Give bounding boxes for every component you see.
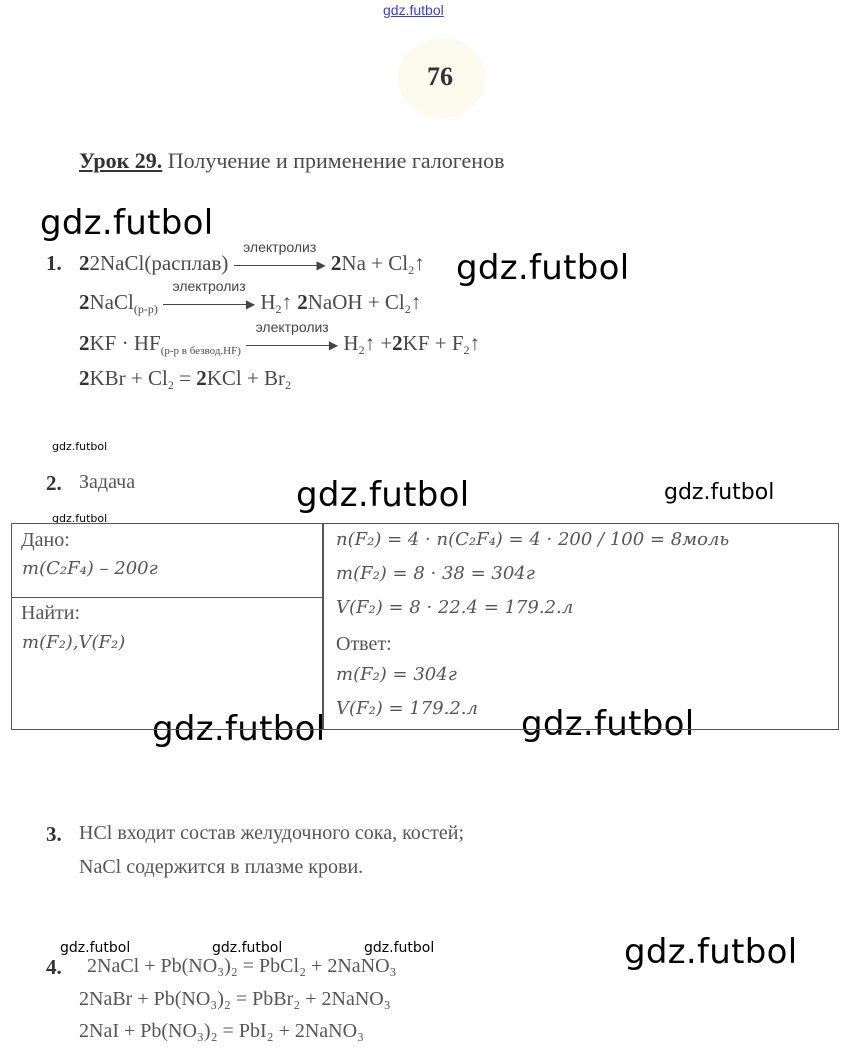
lesson-heading [79,148,504,174]
watermark-small: gdz.futbol [212,940,283,956]
eq1-left: 2NaCl(расплав) [89,251,229,275]
watermark: gdz.futbol [624,932,798,972]
solution-line-1: n(F₂) = 4 · n(C₂F₄) = 4 · 200 / 100 = 8моль [336,529,730,550]
watermark: gdz.futbol [40,203,214,243]
solution-line-2: m(F₂) = 8 · 38 = 304г [336,563,535,584]
watermark: gdz.futbol [152,709,326,749]
item2-number: 2. [46,471,62,495]
item2-label: Задача [79,471,136,493]
find-value: m(F₂),V(F₂) [22,632,126,653]
lesson-title: Получение и применение галогенов [167,148,505,173]
eq2-sub: (р-р) [133,302,158,316]
top-watermark-link[interactable]: gdz.futbol [383,2,444,18]
eq3-sub: (р-р в безвод.HF) [160,345,241,357]
item3-line-1: HCl входит состав желудочного сока, костей; [79,822,465,844]
lesson-label: Урок 29. [79,148,163,173]
table-divider [11,597,322,598]
watermark: gdz.futbol [296,475,470,515]
arrow-label: электролиз [172,278,246,295]
answer-line-1: m(F₂) = 304г [336,664,457,685]
solution-line-3: V(F₂) = 8 · 22.4 = 179.2.л [336,597,574,618]
reaction-arrow: электролиз ▶ [246,338,338,352]
given-value: m(C₂F₄) – 200г [22,558,158,579]
equation-2: 2NaCl$_{(р-р)}$ электролиз ▶ $H_2↑$ 2NaOH + $Cl_2↑$ [79,278,422,316]
item1-number: 1. [46,251,62,275]
watermark-small: gdz.futbol [364,940,435,956]
answer-line-2: V(F₂) = 179.2.л [336,698,478,719]
item4-line-3: 2NaI + Pb(NO₃)₂ = PbI₂ + 2NaNO₃ [79,1020,365,1042]
equation-4: $2KBr + Cl_2 = 2KCl + Br_2$ [79,366,292,392]
reaction-arrow: электролиз ▶ [234,258,326,272]
find-label: Найти: [21,602,81,624]
arrow-label: электролиз [255,319,329,336]
answer-label: Ответ: [336,633,392,655]
watermark-small: gdz.futbol [60,940,131,956]
watermark: gdz.futbol [664,480,775,505]
reaction-arrow: электролиз ▶ [163,297,255,311]
watermark-small: gdz.futbol [52,512,108,525]
watermark-small: gdz.futbol [52,440,108,453]
given-label: Дано: [21,529,70,551]
watermark: gdz.futbol [521,704,695,744]
item4-line-2: 2NaBr + Pb(NO₃)₂ = PbBr₂ + 2NaNO₃ [79,988,391,1010]
item3-line-2: NaCl содержится в плазме крови. [79,856,364,878]
page-number: 76 [427,62,453,91]
item4-number: 4. [46,955,62,979]
given-find-cell [11,523,324,730]
equation-3: $2KF \cdot HF_{(р-р в безвод.HF)}$ электролиз ▶ $H_2↑ +2KF$ + $F_2↑$ [79,319,481,357]
arrow-label: электролиз [243,239,317,256]
item3-number: 3. [46,822,62,846]
watermark: gdz.futbol [456,248,630,288]
equation-1: 22NaCl(расплав) электролиз ▶ $2Na + Cl_2↑$ [79,239,425,277]
eq1-right: Na + Cl [341,251,409,275]
item4-line-1: 2NaCl + Pb(NO₃)₂ = PbCl₂ + 2NaNO₃ [87,955,397,977]
